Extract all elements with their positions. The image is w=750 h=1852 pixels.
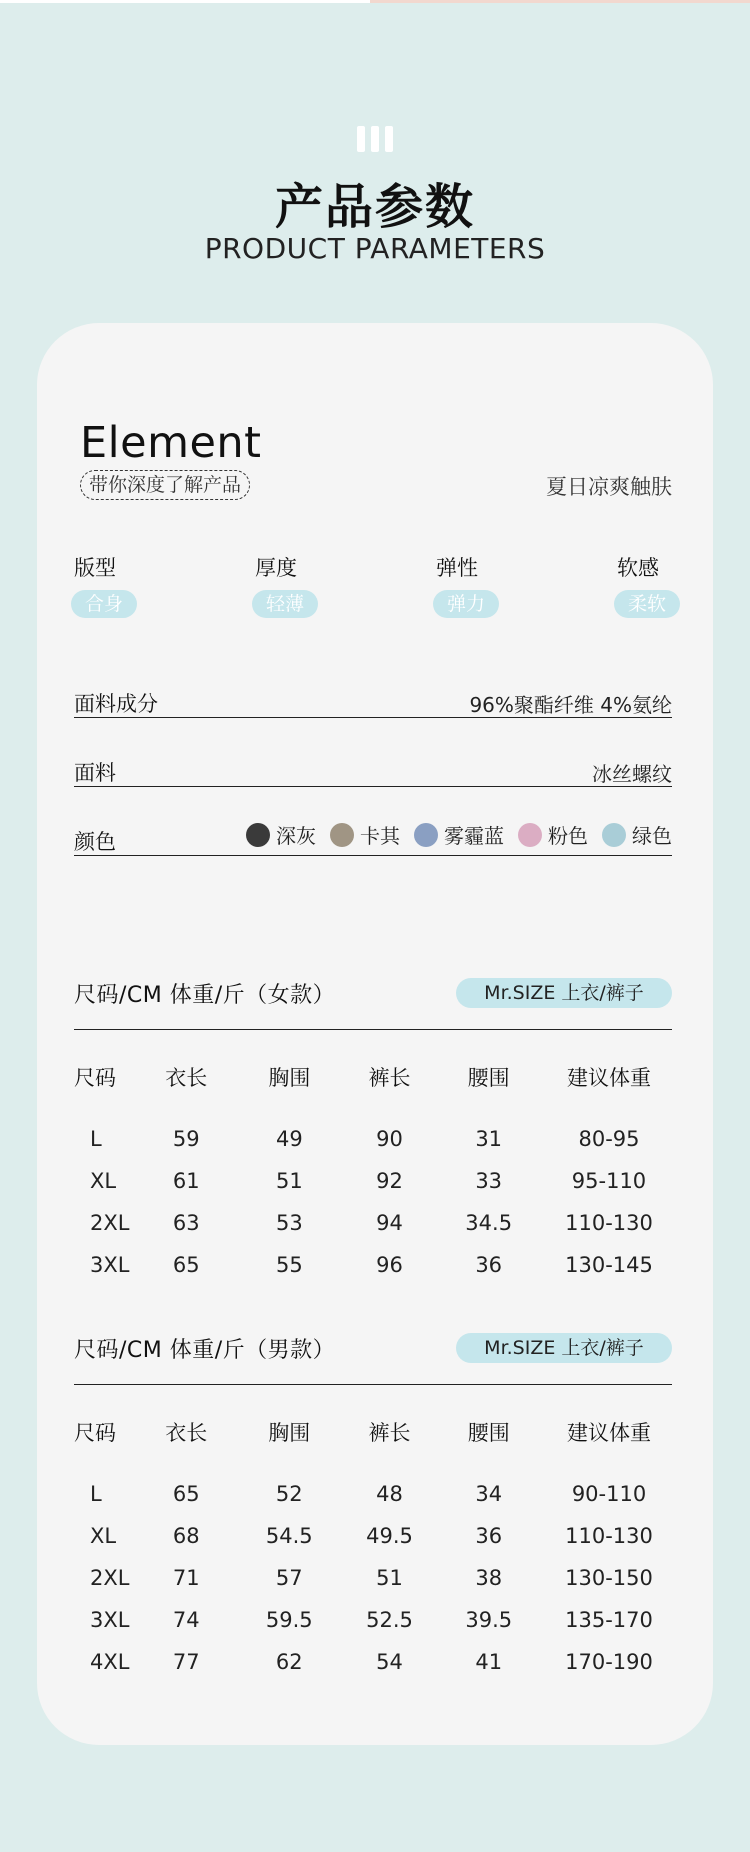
color-option[interactable]: [414, 820, 504, 849]
attribute-tag: 轻薄: [252, 590, 318, 618]
table-cell: 71: [172, 1566, 200, 1590]
table-cell: 59: [172, 1127, 200, 1151]
table-cell: 2XL: [90, 1211, 130, 1235]
table-cell: L: [90, 1482, 102, 1506]
attribute-label: 弹性: [436, 556, 478, 580]
men-size-table: [74, 1417, 684, 1683]
swatch-dot-icon: [518, 823, 542, 847]
table-header: [74, 1417, 684, 1473]
swatch-dot-icon: [414, 823, 438, 847]
attribute-fit: [74, 552, 137, 618]
divider: [74, 786, 672, 787]
fabric-label: 面料: [74, 761, 116, 785]
table-cell: 57: [275, 1566, 303, 1590]
table-cell: 170-190: [565, 1650, 653, 1674]
table-cell: 39.5: [465, 1608, 513, 1632]
page-title: 产品参数: [274, 179, 475, 235]
table-cell: 54.5: [265, 1524, 313, 1548]
table-header: [74, 1062, 684, 1118]
divider: [74, 1029, 672, 1030]
color-option[interactable]: [246, 820, 316, 849]
table-cell: 61: [172, 1169, 200, 1193]
table-cell: 74: [172, 1608, 200, 1632]
table-cell: L: [90, 1127, 102, 1151]
men-size-title: 尺码/CM 体重/斤（男款）: [74, 1338, 336, 1363]
page-subtitle: PRODUCT PARAMETERS: [204, 232, 546, 265]
table-cell: 38: [475, 1566, 503, 1590]
table-cell: 34.5: [465, 1211, 513, 1235]
column-header: 尺码: [74, 1066, 116, 1090]
table-cell: 36: [475, 1524, 503, 1548]
table-cell: 33: [475, 1169, 503, 1193]
divider: [74, 855, 672, 856]
women-size-table: [74, 1062, 684, 1286]
table-row: [74, 1118, 684, 1160]
column-header: 腰围: [467, 1421, 510, 1445]
attribute-thickness: [255, 552, 318, 618]
column-header: 尺码: [74, 1421, 116, 1445]
color-option[interactable]: [518, 820, 588, 849]
color-label: 颜色: [74, 830, 116, 854]
table-cell: 95-110: [571, 1169, 647, 1193]
attribute-tag: 弹力: [433, 590, 499, 618]
fabric-value: 冰丝螺纹: [592, 762, 672, 786]
women-size-pill: Mr.SIZE 上衣/裤子: [456, 978, 672, 1008]
table-cell: 51: [275, 1169, 303, 1193]
table-cell: 52.5: [366, 1608, 413, 1632]
table-cell: 4XL: [90, 1650, 130, 1674]
table-cell: 53: [275, 1211, 303, 1235]
column-header: 建议体重: [566, 1066, 651, 1090]
table-cell: 62: [275, 1650, 303, 1674]
swatch-dot-icon: [330, 823, 354, 847]
color-name: 深灰: [276, 824, 316, 848]
column-header: 腰围: [467, 1066, 510, 1090]
divider: [74, 1384, 672, 1385]
table-cell: 52: [275, 1482, 303, 1506]
attribute-elasticity: [436, 552, 499, 618]
column-header: 裤长: [368, 1066, 411, 1090]
color-swatches: [246, 820, 672, 849]
table-row: [74, 1473, 684, 1515]
men-size-pill: Mr.SIZE 上衣/裤子: [456, 1333, 672, 1363]
table-cell: 130-145: [565, 1253, 653, 1277]
table-cell: 65: [172, 1253, 200, 1277]
table-cell: 130-150: [565, 1566, 653, 1590]
table-cell: 96: [376, 1253, 403, 1277]
attribute-tag: 合身: [71, 590, 137, 618]
color-name: 粉色: [548, 824, 588, 848]
table-cell: 54: [376, 1650, 403, 1674]
table-cell: 49: [275, 1127, 303, 1151]
table-cell: XL: [90, 1524, 117, 1548]
table-cell: 110-130: [565, 1524, 653, 1548]
table-cell: 49.5: [366, 1524, 413, 1548]
table-cell: 3XL: [90, 1253, 130, 1277]
column-header: 胸围: [268, 1066, 311, 1090]
table-cell: XL: [90, 1169, 117, 1193]
color-name: 绿色: [632, 824, 672, 848]
table-cell: 68: [172, 1524, 200, 1548]
attribute-tag: 柔软: [614, 590, 680, 618]
brand-name: Element: [80, 418, 262, 468]
table-row: [74, 1202, 684, 1244]
table-row: [74, 1515, 684, 1557]
top-accent: [370, 0, 750, 3]
column-header: 裤长: [368, 1421, 411, 1445]
table-row: [74, 1641, 684, 1683]
top-stripe: [0, 0, 750, 3]
table-row: [74, 1244, 684, 1286]
table-cell: 135-170: [565, 1608, 653, 1632]
column-header: 建议体重: [567, 1421, 651, 1445]
table-cell: 92: [376, 1169, 403, 1193]
color-option[interactable]: [330, 820, 400, 849]
attribute-label: 版型: [74, 556, 116, 580]
table-row: [74, 1557, 684, 1599]
swatch-dot-icon: [246, 823, 270, 847]
brand-tagline: 带你深度了解产品: [80, 470, 250, 500]
table-cell: 34: [475, 1482, 503, 1506]
table-cell: 63: [172, 1211, 200, 1235]
divider: [74, 717, 672, 718]
color-name: 卡其: [360, 824, 400, 848]
table-cell: 48: [376, 1482, 403, 1506]
table-cell: 59.5: [265, 1608, 313, 1632]
table-cell: 3XL: [90, 1608, 130, 1632]
table-cell: 90-110: [571, 1482, 647, 1506]
composition-value: 96%聚酯纤维 4%氨纶: [469, 693, 672, 717]
table-row: [74, 1599, 684, 1641]
table-cell: 110-130: [565, 1211, 653, 1235]
table-cell: 77: [172, 1650, 200, 1674]
table-cell: 55: [275, 1253, 303, 1277]
table-cell: 51: [376, 1566, 403, 1590]
attribute-label: 厚度: [255, 556, 297, 580]
column-header: 衣长: [165, 1066, 208, 1090]
swatch-dot-icon: [602, 823, 626, 847]
women-size-title: 尺码/CM 体重/斤（女款）: [74, 983, 336, 1008]
table-cell: 65: [172, 1482, 200, 1506]
table-cell: 36: [475, 1253, 503, 1277]
brand-slogan: 夏日凉爽触肤: [546, 475, 672, 499]
column-header: 衣长: [165, 1421, 208, 1445]
color-option[interactable]: [602, 820, 672, 849]
table-row: [74, 1160, 684, 1202]
table-cell: 94: [376, 1211, 403, 1235]
color-name: 雾霾蓝: [444, 824, 504, 848]
table-cell: 2XL: [90, 1566, 130, 1590]
decor-bars-icon: [357, 126, 393, 152]
table-cell: 41: [475, 1650, 503, 1674]
table-cell: 80-95: [578, 1127, 640, 1151]
attribute-softness: [617, 552, 680, 618]
column-header: 胸围: [268, 1421, 311, 1445]
attribute-label: 软感: [617, 556, 659, 580]
table-cell: 31: [475, 1127, 503, 1151]
composition-label: 面料成分: [74, 692, 158, 716]
table-cell: 90: [376, 1127, 403, 1151]
